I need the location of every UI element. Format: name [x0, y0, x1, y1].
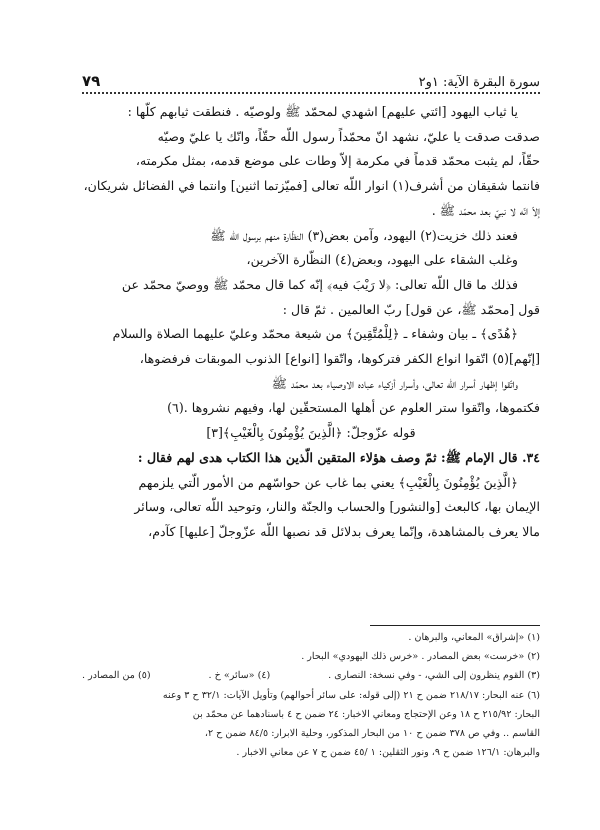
footnote-5: (٥) من المصادر . [82, 670, 151, 682]
text-line: صدقت صدقت يا عليّ، نشهد انّ محمّداً رسول اللّه حقّاً، وانّك يا عليّ وصيّه [157, 128, 540, 144]
footnotes [82, 628, 540, 762]
page-number: ٧٩ [82, 72, 101, 90]
text-line: فانتما شقيقان من أشرف(١) انوار اللّه تعالى [فميّزتما اثنين] وانتما في الفضائل شريكان، [83, 178, 540, 194]
text-line: [إنّهم](٥) اتّقوا انواع الكفر فتركوها، واتّقوا [انواع] الذنوب الموبقات فرفضوها، [139, 351, 540, 367]
footnote-6-line: والبرهان: ١٢٦/١ ضمن ح ٩، ونور الثقلين: ١ /٤٥ ضمن ح ٧ عن معاني الاخبار . [236, 747, 540, 759]
footnote-row [82, 666, 540, 685]
footnote-6-line: (٦) عنه البحار: ٢١٨/١٧ ضمن ح ٢١ (إلى قوله: على سائر أحوالهم) وتأويل الآيات: ٣٢/١ ح ٣ وعنه [162, 689, 540, 701]
footnote-6-line: البحار: ٢١٥/٩٢ ح ١٨ وعن الإحتجاج ومعاني الاخبار: ٢٤ ضمن ح ٤ باسنادهما عن محمّد بن [192, 708, 540, 720]
surah-title: سورة البقرة الآية: ١و٢ [418, 75, 540, 90]
text-line: فكتموها، واتّقوا ستر العلوم عن أهلها المستحقّين لها، وفيهم نشروها .(٦) [167, 400, 540, 416]
footnote-6-line: القاسم .. وفي ص ٣٧٨ ضمن ح ١٠ من البحار المذكور، وحلية الابرار: ٨٤/٥ ضمن ح ٢، [204, 728, 540, 740]
verse-heading: قوله عزّوجلّ: ﴿الَّذِينَ يُؤْمِنُونَ بِالْغَيْبِ﴾[٣] [206, 425, 416, 441]
text-line: ﴿هُدًى﴾ ـ بيان وشفاء ـ ﴿لِلْمُتَّقِينَ﴾ من شيعة محمّد وعليّ عليهما الصلاة والسلام [112, 326, 518, 342]
running-header [82, 64, 540, 94]
text-line: فعند ذلك خزيت(٢) اليهود، وآمن بعض(٣) النظّارة منهم برسول اللّه ﷺ [210, 227, 518, 243]
text-line: حقّاً، لم يثبت محمّد قدماً في مكرمة إلاّ وطات على موضع قدمه، بمثل مكرمته، [135, 153, 540, 169]
text-line: مالا يعرف بالمشاهدة، وإنّما يعرف بدلائل قد نصبها اللّه عزّوجلّ [عليها] كآدم، [148, 523, 540, 539]
text-line: يا ثياب اليهود [ائتي عليهم] اشهدي لمحمّد ﷺ ولوصيّه . فنطقت ثيابهم كلّها : [127, 104, 518, 119]
text-line: ﴿الَّذِينَ يُؤْمِنُونَ بِالْغَيْبِ﴾ يعني بما غاب عن حواسّهم من الأمور الّتي يلزمهم [138, 474, 518, 490]
text-line: فذلك ما قال اللّه تعالى: ﴿لا رَيْبَ فيه﴾ إنّه كما قال محمّد ﷺ ووصيّ محمّد عن [121, 276, 518, 292]
text-line: الإيمان بها، كالبعث [والنشور] والحساب والجنّة والنار، وتوحيد اللّه تعالى، وسائر [134, 499, 540, 515]
footnote-4: (٤) «سائر» خ . [208, 670, 271, 682]
main-text [82, 100, 540, 545]
text-line: إلاّ انّه لا نبيّ بعد محمّد ﷺ . [431, 202, 540, 218]
footnote-2: (٢) «خرست» بعض المصادر . «خرس ذلك اليهودي» البحار . [301, 651, 540, 663]
text-line: واتّقوا إظهار أسرار اللّه تعالى، وأسرار أزكياء عباده الاوصياء بعد محمّد ﷺ [271, 375, 518, 391]
footnote-separator [370, 625, 540, 626]
text-line: وغلب الشقاء على اليهود، وبعض(٤) النظّارة الآخرين، [246, 252, 518, 268]
footnote-1: (١) «إشراق» المعاني، والبرهان . [408, 632, 540, 643]
text-line: قول [محمّد ﷺ، عن قول] ربّ العالمين . ثمّ قال : [282, 301, 540, 317]
footnote-3: (٣) القوم ينظرون إلى الشي، - وفي نسخة: النصارى . [328, 670, 540, 682]
section-heading: ٣٤. قال الإمام ﷺ: ثمّ وصف هؤلاء المتقين الّذين هذا الكتاب هدى لهم فقال : [137, 449, 540, 465]
